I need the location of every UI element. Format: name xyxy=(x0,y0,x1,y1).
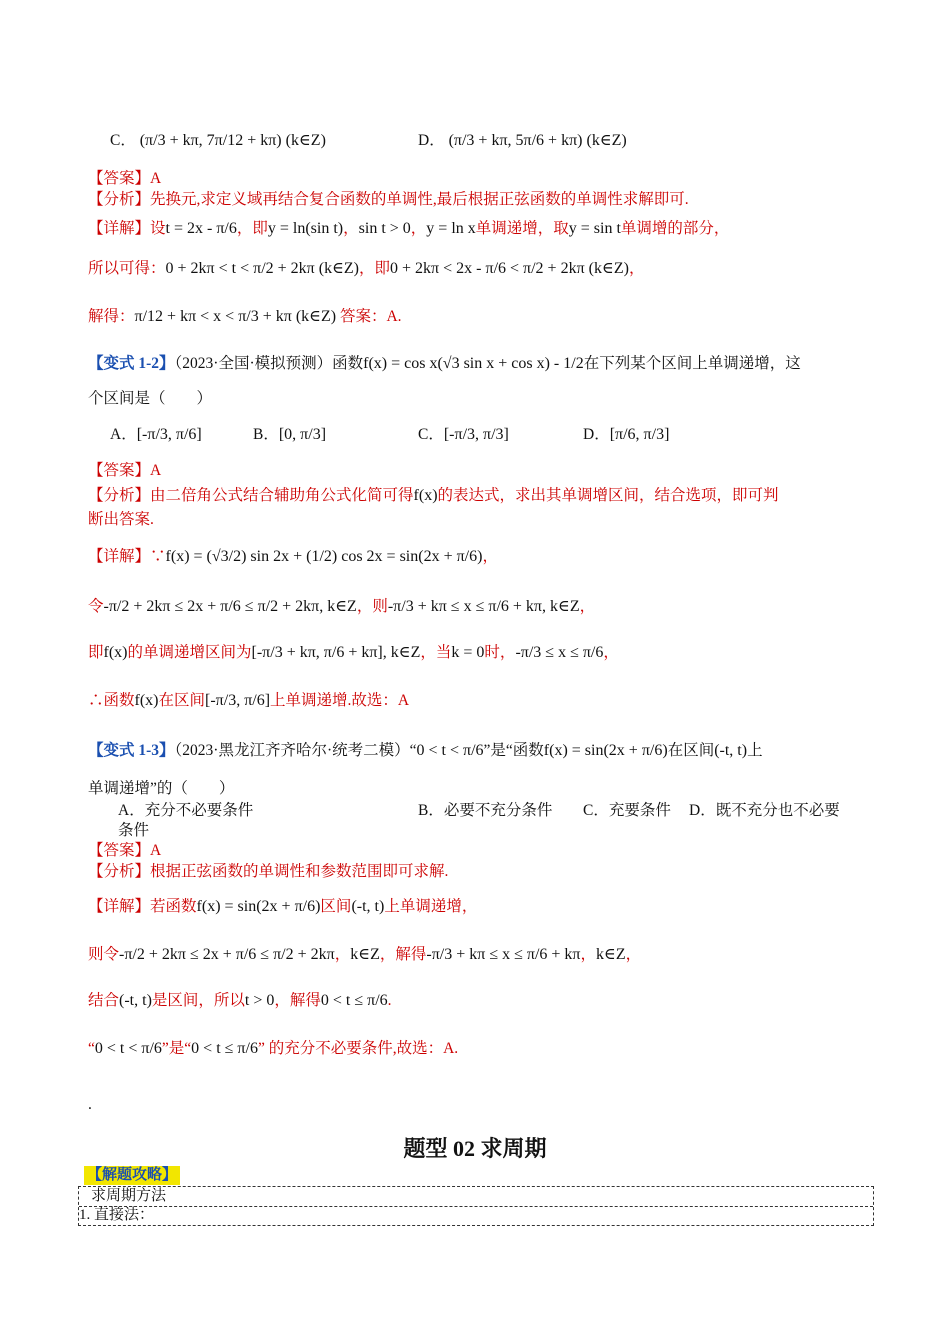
q2-detail-line-3 xyxy=(88,642,619,664)
option-letter: D． xyxy=(689,802,716,819)
math: (-t, t) xyxy=(714,742,748,759)
q2-analysis-line-1 xyxy=(88,485,779,507)
detail-tag: 【详解】 xyxy=(88,548,151,565)
text: ∴函数 xyxy=(88,692,135,709)
text: 是区间，所以 xyxy=(151,992,245,1009)
variant-tag: 【变式 1-3】 xyxy=(88,742,175,759)
text: 的表达式，求出其单调增区间，结合选项，即可判 xyxy=(437,487,779,504)
math: -π/2 + 2kπ ≤ 2x + π/6 ≤ π/2 + 2kπ xyxy=(119,946,335,963)
option-c-expr: (π/3 + kπ, 7π/12 + kπ) (k∈Z) xyxy=(139,132,326,149)
math: f(x) = cos x(√3 sin x + cos x) - 1/2 xyxy=(363,355,584,372)
text: ， xyxy=(579,598,596,615)
answer-value: A xyxy=(150,842,162,859)
math: 0 + 2kπ < 2x - π/6 < π/2 + 2kπ (k∈Z) xyxy=(390,260,629,277)
option-text: 充要条件 xyxy=(608,802,671,819)
math: π/12 + kπ < x < π/3 + kπ (k∈Z) xyxy=(134,308,337,325)
strategy-row-2: 1. 直接法： xyxy=(79,1207,155,1223)
text: 上 xyxy=(747,742,763,759)
q3-detail-line-3 xyxy=(88,990,392,1012)
math: -π/2 + 2kπ ≤ 2x + π/6 ≤ π/2 + 2kπ, k∈Z xyxy=(103,598,357,615)
text: 所以可得： xyxy=(88,260,166,277)
option-expr: [0, π/3] xyxy=(278,426,327,443)
math: 0 < t < π/6 xyxy=(94,1040,162,1057)
q3-option-a-wrap: 条件 xyxy=(118,822,150,839)
option-text: 必要不充分条件 xyxy=(443,802,553,819)
text: 时， xyxy=(484,644,516,661)
text: 令 xyxy=(88,598,104,615)
q3-option-d xyxy=(689,800,840,822)
option-letter: A． xyxy=(118,802,145,819)
math: -π/3 ≤ x ≤ π/6 xyxy=(515,644,604,661)
math: k∈Z xyxy=(350,946,380,963)
math: y = ln(sin t) xyxy=(267,220,344,237)
text: ，解得 xyxy=(274,992,321,1009)
text: ， xyxy=(482,548,498,565)
section-title: 题型 02 求周期 xyxy=(403,1136,547,1161)
q3-stem-line-1 xyxy=(88,740,763,762)
math: 0 < t ≤ π/6 xyxy=(320,992,388,1009)
analysis-tag: 【分析】 xyxy=(88,863,151,880)
text: 则令 xyxy=(88,946,120,963)
text: 的单调递增区间为 xyxy=(127,644,252,661)
option-d-expr: (π/3 + kπ, 5π/6 + kπ) (k∈Z) xyxy=(448,132,627,149)
text: 区间 xyxy=(320,898,352,915)
text: ， xyxy=(334,946,351,963)
q3-analysis xyxy=(88,861,448,883)
text: . xyxy=(387,992,392,1009)
answer-tag: 【答案】 xyxy=(88,842,151,859)
text: ”是“函数 xyxy=(483,742,544,759)
text: 即 xyxy=(88,644,104,661)
text: 在下列某个区间上单调递增，这 xyxy=(583,355,801,372)
math: [-π/3 + kπ, π/6 + kπ], k∈Z xyxy=(251,644,421,661)
option-c-letter: C． xyxy=(110,132,136,149)
q2-stem-line-2: 个区间是（ ） xyxy=(88,390,213,407)
option-letter: B． xyxy=(418,802,444,819)
text: （2023·全国·模拟预测）函数 xyxy=(174,355,364,372)
detail-tag: 【详解】 xyxy=(88,898,151,915)
text: ” 的充分不必要条件,故选：A. xyxy=(257,1040,459,1057)
text: ， xyxy=(410,220,427,237)
text: 在区间 xyxy=(667,742,715,759)
option-expr: [-π/3, π/3] xyxy=(443,426,509,443)
math: (-t, t) xyxy=(351,898,385,915)
text: ”是“ xyxy=(161,1040,192,1057)
q3-option-c xyxy=(583,800,671,822)
stray-dot: . xyxy=(88,1096,92,1113)
answer-value: A xyxy=(150,170,162,187)
option-text: 既不充分也不必要 xyxy=(715,802,840,819)
q1-detail-line-1 xyxy=(88,218,729,240)
text: ， xyxy=(343,220,359,237)
math: f(x) = sin(2x + π/6) xyxy=(196,898,321,915)
text: “ xyxy=(88,1040,95,1057)
math: k∈Z xyxy=(596,946,626,963)
option-letter: D． xyxy=(583,426,610,443)
math: 0 + 2kπ < t < π/2 + 2kπ (k∈Z) xyxy=(165,260,360,277)
answer-value: A xyxy=(150,462,162,479)
math: y = ln x xyxy=(426,220,476,237)
q3-answer xyxy=(88,840,161,862)
text: 在区间 xyxy=(158,692,206,709)
detail-tag: 【详解】 xyxy=(88,220,151,237)
q2-detail-line-2 xyxy=(88,596,595,618)
q2-analysis-line-2: 断出答案. xyxy=(88,511,154,528)
text: 上单调递增.故选：A xyxy=(270,692,410,709)
text: 设 xyxy=(150,220,166,237)
answer-tag: 【答案】 xyxy=(88,170,151,187)
analysis-text: 根据正弦函数的单调性和参数范围即可求解. xyxy=(150,863,449,880)
text: 单调递增，取 xyxy=(475,220,569,237)
text: ， xyxy=(603,644,619,661)
text: ， xyxy=(580,946,597,963)
q3-detail-line-4 xyxy=(88,1038,458,1060)
text: 单调增的部分， xyxy=(620,220,730,237)
option-expr: [π/6, π/3] xyxy=(609,426,670,443)
q2-option-c xyxy=(418,424,509,446)
q2-option-a xyxy=(110,424,202,446)
math: f(x) xyxy=(103,644,128,661)
option-letter: B． xyxy=(253,426,279,443)
option-expr: [-π/3, π/6] xyxy=(136,426,202,443)
text: ，即 xyxy=(359,260,391,277)
analysis-tag: 【分析】 xyxy=(88,487,151,504)
text: ， xyxy=(628,260,645,277)
text: ，则 xyxy=(356,598,388,615)
option-d-letter: D． xyxy=(418,132,445,149)
strategy-tag: 【解题攻略】 xyxy=(84,1166,180,1185)
text: （2023·黑龙江齐齐哈尔·统考二模）“ xyxy=(174,742,417,759)
math: [-π/3, π/6] xyxy=(205,692,271,709)
text: ∵ xyxy=(150,548,166,565)
q2-stem-line-1 xyxy=(88,353,801,375)
q2-option-b xyxy=(253,424,326,446)
text: 结合 xyxy=(88,992,120,1009)
divider xyxy=(79,1206,873,1207)
q2-detail-line-4 xyxy=(88,690,409,712)
q2-option-d xyxy=(583,424,669,446)
q1-detail-line-3 xyxy=(88,306,402,328)
math: 0 < t ≤ π/6 xyxy=(191,1040,258,1057)
analysis-tag: 【分析】 xyxy=(88,191,151,208)
q1-answer xyxy=(88,168,161,190)
math: f(x) xyxy=(134,692,159,709)
math: f(x) xyxy=(413,487,438,504)
text: ，即 xyxy=(236,220,268,237)
answer-tag: 【答案】 xyxy=(88,462,151,479)
q3-option-a xyxy=(118,800,253,822)
option-c xyxy=(110,130,326,152)
text: ，当 xyxy=(420,644,452,661)
math: -π/3 + kπ ≤ x ≤ π/6 + kπ, k∈Z xyxy=(387,598,580,615)
strategy-box xyxy=(78,1186,874,1226)
math: t = 2x - π/6 xyxy=(165,220,237,237)
option-letter: A． xyxy=(110,426,137,443)
text: 上单调递增， xyxy=(384,898,478,915)
option-d xyxy=(418,130,627,152)
math: 0 < t < π/6 xyxy=(416,742,484,759)
math: f(x) = (√3/2) sin 2x + (1/2) cos 2x = sin(2x + π/6) xyxy=(165,548,483,565)
option-text: 充分不必要条件 xyxy=(144,802,254,819)
text: 由二倍角公式结合辅助角公式化简可得 xyxy=(150,487,414,504)
text: ， xyxy=(625,946,642,963)
q1-analysis xyxy=(88,189,689,211)
q3-option-b xyxy=(418,800,552,822)
math: t > 0 xyxy=(244,992,275,1009)
strategy-row-1: 求周期方法 xyxy=(91,1188,167,1204)
math: sin t > 0 xyxy=(358,220,411,237)
text: 若函数 xyxy=(150,898,197,915)
q3-stem-line-2: 单调递增”的（ ） xyxy=(88,780,235,797)
math: y = sin t xyxy=(568,220,621,237)
text: ，解得 xyxy=(379,946,427,963)
text: 解得： xyxy=(88,308,135,325)
q2-detail-line-1 xyxy=(88,546,498,568)
option-letter: C． xyxy=(583,802,609,819)
q3-detail-line-2 xyxy=(88,944,641,966)
text: 答案：A. xyxy=(339,308,402,325)
math: f(x) = sin(2x + π/6) xyxy=(543,742,668,759)
q2-answer xyxy=(88,460,161,482)
math: -π/3 + kπ ≤ x ≤ π/6 + kπ xyxy=(426,946,581,963)
q3-detail-line-1 xyxy=(88,896,477,918)
analysis-text: 先换元,求定义域再结合复合函数的单调性,最后根据正弦函数的单调性求解即可. xyxy=(150,191,689,208)
math: k = 0 xyxy=(451,644,485,661)
math: (-t, t) xyxy=(119,992,152,1009)
q1-detail-line-2 xyxy=(88,258,644,280)
variant-tag: 【变式 1-2】 xyxy=(88,355,175,372)
option-letter: C． xyxy=(418,426,444,443)
